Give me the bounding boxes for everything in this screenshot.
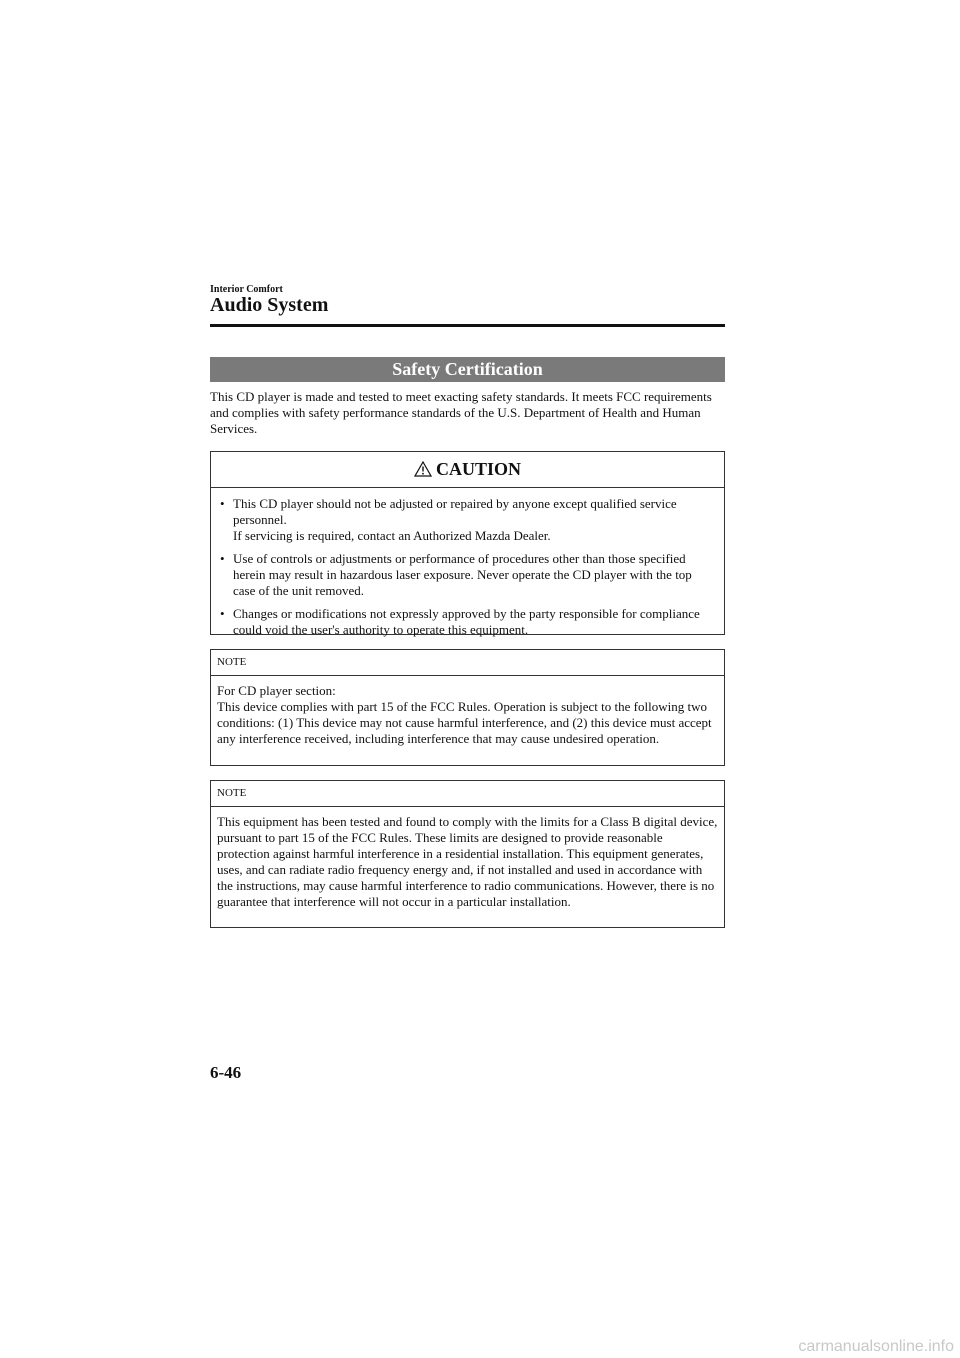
caution-header	[211, 459, 724, 480]
caution-divider	[211, 487, 724, 488]
note-body	[211, 676, 724, 747]
caution-item	[233, 496, 714, 544]
note-label: NOTE	[211, 650, 724, 676]
intro-paragraph: This CD player is made and tested to meet exacting safety standards. It meets FCC requirements and complies with safety performance standards of the U.S. Department of Health and Human Services.	[210, 389, 712, 436]
caution-item-text: Use of controls or adjustments or performance of procedures other than those specified herein may result in hazardous laser exposure. Never operate the CD player with the top case of the unit removed.	[233, 551, 692, 598]
note-text: For CD player section:	[217, 683, 336, 698]
warning-triangle-icon	[414, 461, 432, 477]
watermark: carmanualsonline.info	[798, 1338, 954, 1355]
note-body	[211, 807, 724, 910]
page-title: Audio System	[210, 294, 329, 316]
header-divider	[210, 324, 725, 327]
page-number: 6-46	[210, 1063, 242, 1082]
chapter-label: Interior Comfort	[210, 284, 283, 295]
note-text: This device complies with part 15 of the FCC Rules. Operation is subject to the following two conditions: (1) This device may not cause harmful interference, and (2) this device must accept any interference received, including interference that may cause undesired operation.	[217, 699, 712, 746]
section-heading: Safety Certification	[210, 357, 725, 382]
caution-item-text: Changes or modifications not expressly approved by the party responsible for compliance could void the user's authority to operate this equipment.	[233, 606, 700, 637]
caution-list	[211, 496, 724, 638]
note-text: This equipment has been tested and found to comply with the limits for a Class B digital device, pursuant to part 15 of the FCC Rules. These limits are designed to provide reasonable protection against harmful interference in a residential installation. This equipment generates, uses, and can radiate radio frequency energy and, if not installed and used in accordance with the instructions, may cause harmful interference to radio communications. However, there is no guarantee that interference will not occur in a particular installation.	[217, 814, 718, 909]
caution-box	[210, 451, 725, 635]
note-label: NOTE	[211, 781, 724, 807]
note-box	[210, 780, 725, 928]
caution-item	[233, 551, 714, 599]
caution-item-text: This CD player should not be adjusted or repaired by anyone except qualified service personnel.	[233, 496, 677, 527]
caution-item-text: If servicing is required, contact an Authorized Mazda Dealer.	[233, 528, 551, 543]
caution-title: CAUTION	[435, 459, 521, 479]
caution-item	[233, 606, 714, 638]
note-box	[210, 649, 725, 766]
